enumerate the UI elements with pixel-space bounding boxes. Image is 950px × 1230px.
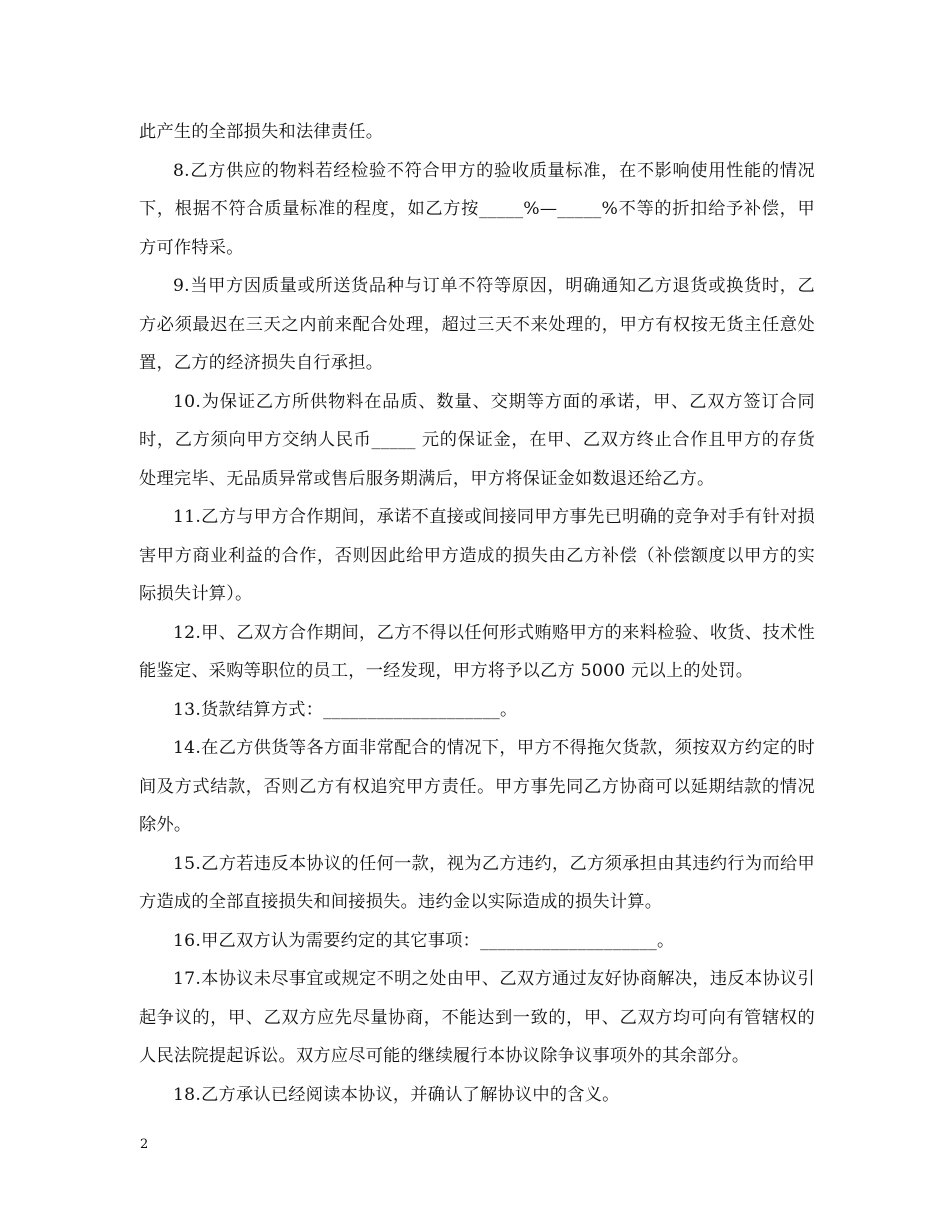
clause-16: 16.甲乙双方认为需要约定的其它事项：____________________。 xyxy=(173,930,675,951)
clause-10: 10.为保证乙方所供物料在品质、数量、交期等方面的承诺，甲、乙双方签订合同时，乙方须向甲方交纳人民币_____ 元的保证金，在甲、乙双方终止合作且甲方的存货处理完毕、无品质异常或售后服务期满后，甲方将保证金如数退还给乙方。 xyxy=(139,391,815,489)
page-number: 2 xyxy=(140,1137,149,1152)
paragraph-continuation: 此产生的全部损失和法律责任。 xyxy=(139,122,384,142)
clause-9: 9.当甲方因质量或所送货品种与订单不符等原因，明确通知乙方退货或换货时，乙方必须最迟在三天之内前来配合处理，超过三天不来处理的，甲方有权按无货主任意处置，乙方的经济损失自行承担。 xyxy=(139,276,815,373)
clause-12: 12.甲、乙双方合作期间，乙方不得以任何形式贿赂甲方的来料检验、收货、技术性能鉴定、采购等职位的员工，一经发现，甲方将予以乙方 5000 元以上的处罚。 xyxy=(139,622,815,681)
clause-17: 17.本协议未尽事宜或规定不明之处由甲、乙双方通过友好协商解决，违反本协议引起争议的，甲、乙双方应先尽量协商，不能达到一致的，甲、乙双方均可向有管辖权的人民法院提起诉讼。双方应尽可能的继续履行本协议除争议事项外的其余部分。 xyxy=(139,969,815,1066)
clause-18: 18.乙方承认已经阅读本协议，并确认了解协议中的含义。 xyxy=(173,1084,620,1105)
clause-13: 13.货款结算方式：____________________。 xyxy=(173,699,518,720)
clause-11: 11.乙方与甲方合作期间，承诺不直接或间接同甲方事先已明确的竞争对手有针对损害甲方商业利益的合作，否则因此给甲方造成的损失由乙方补偿（补偿额度以甲方的实际损失计算）。 xyxy=(139,507,815,604)
clause-14: 14.在乙方供货等各方面非常配合的情况下，甲方不得拖欠货款，须按双方约定的时间及方式结款，否则乙方有权追究甲方责任。甲方事先同乙方协商可以延期结款的情况除外。 xyxy=(139,738,815,835)
clause-8: 8.乙方供应的物料若经检验不符合甲方的验收质量标准，在不影响使用性能的情况下，根据不符合质量标准的程度，如乙方按_____%—_____%不等的折扣给予补偿，甲方可作特采。 xyxy=(139,160,815,258)
document-body xyxy=(139,113,815,1114)
clause-15: 15.乙方若违反本协议的任何一款，视为乙方违约，乙方须承担由其违约行为而给甲方造成的全部直接损失和间接损失。违约金以实际造成的损失计算。 xyxy=(139,853,815,912)
